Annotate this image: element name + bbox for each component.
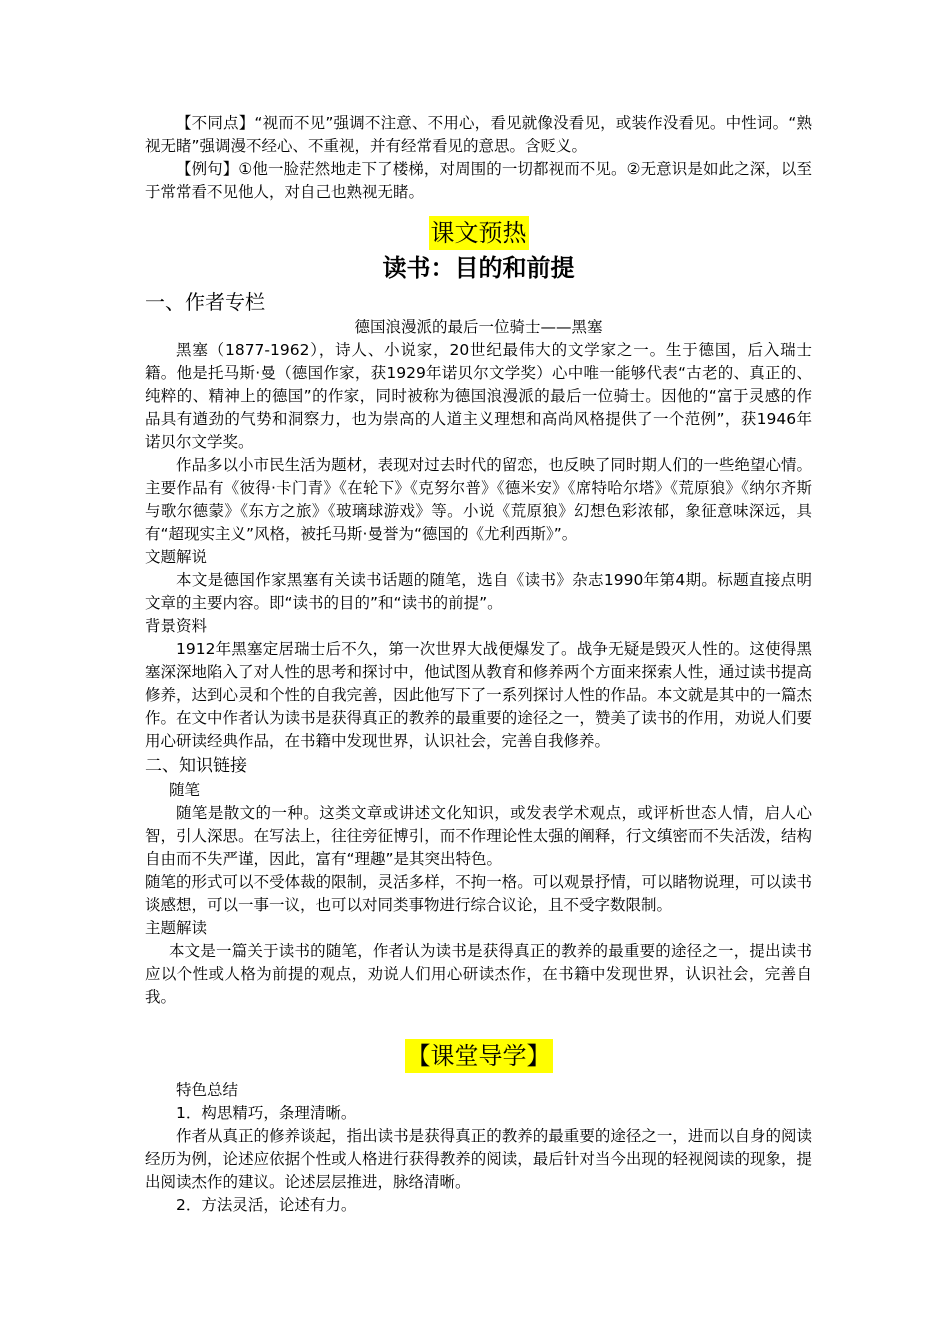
feature-item-1: 1．构思精巧，条理清晰。	[176, 1104, 357, 1122]
preview-banner-wrap	[145, 216, 812, 250]
author-section-heading: 一、作者专栏	[145, 290, 265, 314]
title-explain-label: 文题解说	[145, 548, 208, 566]
essay-paragraph-1: 随笔是散文的一种。这类文章或讲述文化知识，或发表学术观点，或评析世态人情，启人心智，引人深思。在写法上，往往旁征博引，而不作理论性太强的阐释，行文缜密而不失活泼，结构自由而不失严谨，因此，富有“理趣”是其突出特色。	[145, 804, 812, 868]
difference-paragraph: 【不同点】“视而不见”强调不注意、不用心，看见就像没看见，或装作没看见。中性词。“熟视无睹”强调漫不经心、不重视，并有经常看见的意思。含贬义。	[145, 114, 812, 155]
theme-paragraph: 本文是一篇关于读书的随笔，作者认为读书是获得真正的教养的最重要的途径之一，提出读书应以个性或人格为前提的观点，劝说人们用心研读杰作，在书籍中发现世界，认识社会，完善自我。	[145, 942, 812, 1006]
background-paragraph: 1912年黑塞定居瑞士后不久，第一次世界大战便爆发了。战争无疑是毁灭人性的。这使得黑塞深深地陷入了对人性的思考和探讨中，他试图从教育和修养两个方面来探索人性，通过读书提高修养，达到心灵和个性的自我完善，因此他写下了一系列探讨人性的作品。本文就是其中的一篇杰作。在文中作者认为读书是获得真正的教养的最重要的途径之一，赞美了读书的作用，劝说人们要用心研读经典作品，在书籍中发现世界，认识社会，完善自我修养。	[145, 640, 812, 750]
classroom-banner: 【课堂导学】	[405, 1039, 553, 1073]
example-paragraph: 【例句】①他一脸茫然地走下了楼梯，对周围的一切都视而不见。②无意识是如此之深，以至于常常看不见他人，对自己也熟视无睹。	[145, 160, 812, 201]
essay-label: 随笔	[169, 781, 201, 799]
preview-banner: 课文预热	[429, 216, 529, 250]
classroom-banner-wrap	[145, 1039, 812, 1073]
author-paragraph-2: 作品多以小市民生活为题材，表现对过去时代的留恋，也反映了同时期人们的一些绝望心情。主要作品有《彼得·卡门青》《在轮下》《克努尔普》《德米安》《席特哈尔塔》《荒原狼》《纳尔齐斯与歌尔德蒙》《东方之旅》《玻璃球游戏》等。小说《荒原狼》幻想色彩浓郁，象征意味深远，具有“超现实主义”风格，被托马斯·曼誉为“德国的《尤利西斯》”。	[145, 456, 812, 543]
feature-item-1-paragraph: 作者从真正的修养谈起，指出读书是获得真正的教养的最重要的途径之一，进而以自身的阅读经历为例，论述应依据个性或人格进行获得教养的阅读，最后针对当今出现的轻视阅读的现象，提出阅读杰作的建议。论述层层推进，脉络清晰。	[145, 1127, 812, 1191]
title-explain-paragraph: 本文是德国作家黑塞有关读书话题的随笔，选自《读书》杂志1990年第4期。标题直接点明文章的主要内容。即“读书的目的”和“读书的前提”。	[145, 571, 812, 612]
knowledge-section-heading: 二、知识链接	[145, 756, 247, 776]
essay-paragraph-2: 随笔的形式可以不受体裁的限制，灵活多样，不拘一格。可以观景抒情，可以睹物说理，可以读书谈感想，可以一事一议，也可以对同类事物进行综合议论，且不受字数限制。	[145, 873, 812, 914]
background-label: 背景资料	[145, 617, 208, 635]
author-subtitle: 德国浪漫派的最后一位骑士——黑塞	[354, 318, 603, 336]
feature-item-2: 2．方法灵活，论述有力。	[176, 1196, 357, 1214]
features-label: 特色总结	[176, 1081, 239, 1099]
author-paragraph-1: 黑塞（1877-1962），诗人、小说家，20世纪最伟大的文学家之一。生于德国，后入瑞士籍。他是托马斯·曼（德国作家，获1929年诺贝尔文学奖）心中唯一能够代表“古老的、真正的、纯粹的、精神上的德国”的作家，同时被称为德国浪漫派的最后一位骑士。因他的“富于灵感的作品具有遒劲的气势和洞察力，也为崇高的人道主义理想和高尚风格提供了一个范例”，获1946年诺贝尔文学奖。	[145, 341, 812, 451]
page-title: 读书：目的和前提	[382, 254, 575, 282]
theme-label: 主题解读	[145, 919, 208, 937]
